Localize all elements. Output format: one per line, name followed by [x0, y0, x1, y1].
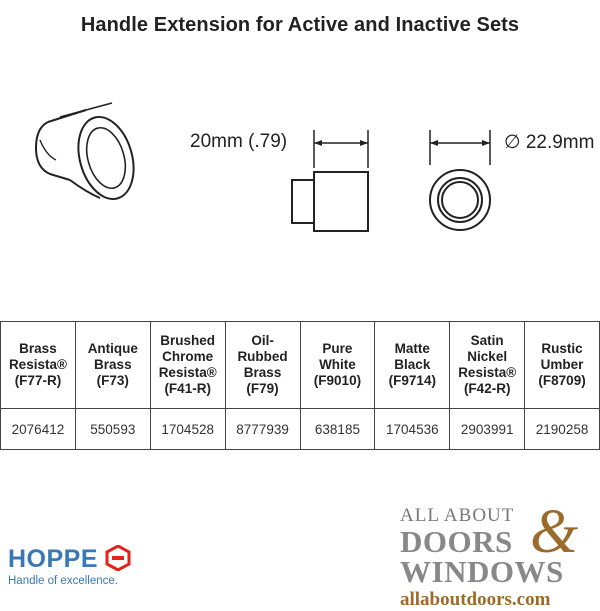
- isometric-sleeve-drawing: [36, 103, 143, 206]
- hoppe-logo: [8, 545, 131, 574]
- table-cell: 2076412: [1, 409, 76, 450]
- table-header-cell: Brass Resista® (F77-R): [1, 322, 76, 409]
- logo-line-all-about: ALL ABOUT: [400, 505, 515, 526]
- length-dimension-label: 20mm (.79): [190, 131, 288, 152]
- table-header-cell: Oil- Rubbed Brass (F79): [225, 322, 300, 409]
- logo-url: allaboutdoors.com: [400, 589, 551, 610]
- table-cell: 2903991: [450, 409, 525, 450]
- hoppe-tagline: Handle of excellence.: [8, 575, 118, 587]
- logo-ampersand: &: [530, 498, 579, 566]
- finish-part-table: [0, 321, 600, 450]
- table-header-cell: Brushed Chrome Resista® (F41-R): [150, 322, 225, 409]
- table-cell: 2190258: [525, 409, 600, 450]
- table-header-cell: Antique Brass (F73): [75, 322, 150, 409]
- hoppe-hexagon-icon: [105, 545, 131, 571]
- table-cell: 550593: [75, 409, 150, 450]
- table-header-cell: Rustic Umber (F8709): [525, 322, 600, 409]
- hoppe-wordmark: HOPPE: [8, 545, 99, 573]
- logo-line-windows: WINDOWS: [400, 554, 564, 589]
- diameter-dimension-label: ∅ 22.9mm: [504, 132, 595, 153]
- table-cell: 8777939: [225, 409, 300, 450]
- table-header-row: [1, 322, 600, 409]
- end-view-drawing: [430, 130, 490, 230]
- table-row: [1, 409, 600, 450]
- table-header-cell: Pure White (F9010): [300, 322, 375, 409]
- table-cell: 1704536: [375, 409, 450, 450]
- logo-line-doors: DOORS: [400, 524, 513, 559]
- table-cell: 1704528: [150, 409, 225, 450]
- table-header-cell: Matte Black (F9714): [375, 322, 450, 409]
- table-header-cell: Satin Nickel Resista® (F42-R): [450, 322, 525, 409]
- table-cell: 638185: [300, 409, 375, 450]
- side-view-drawing: [292, 130, 368, 231]
- allaboutdoors-logo: [400, 498, 590, 611]
- page-title: Handle Extension for Active and Inactive Sets: [80, 14, 520, 36]
